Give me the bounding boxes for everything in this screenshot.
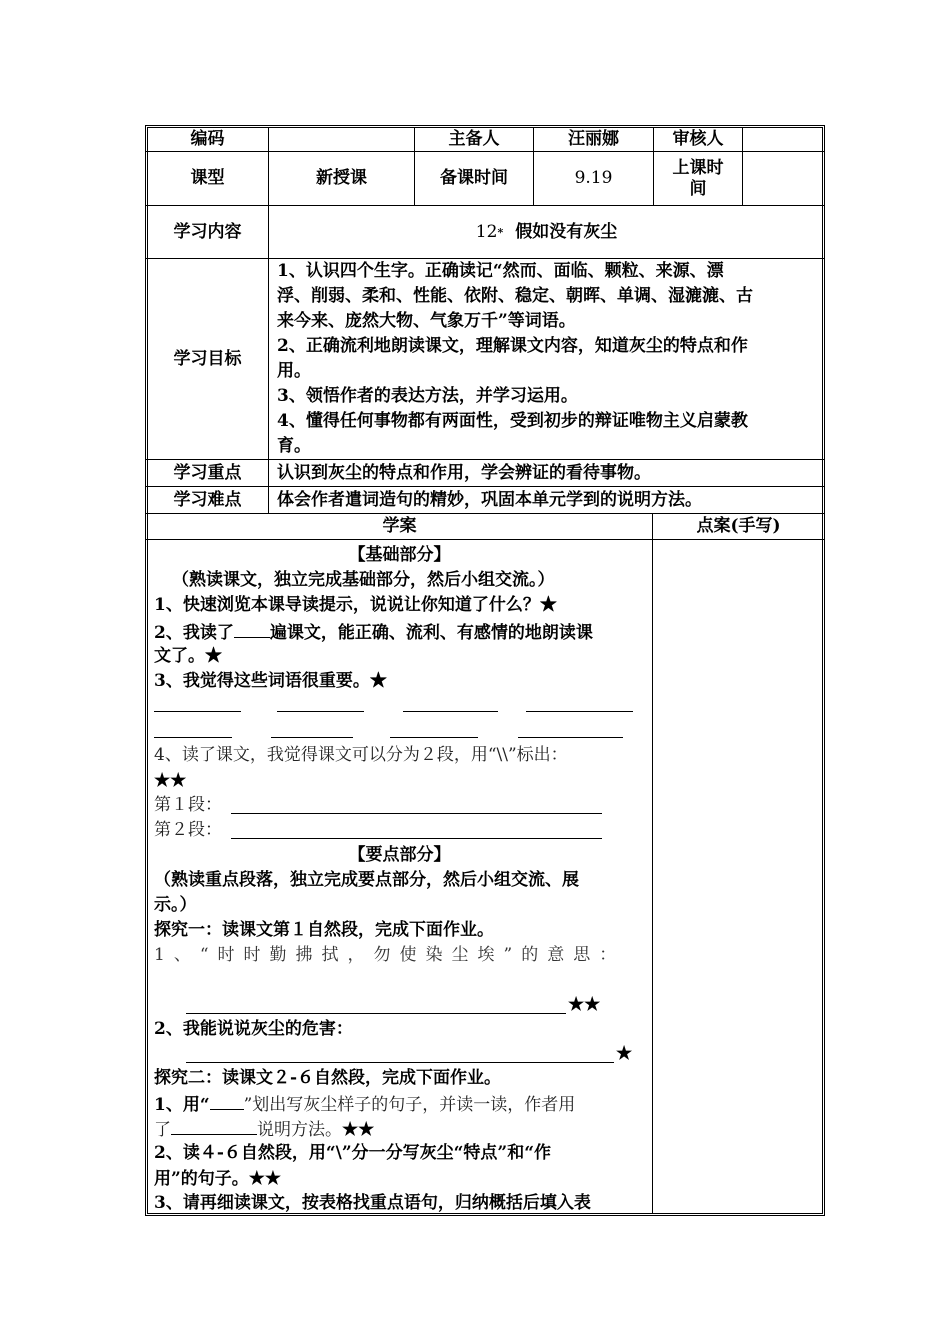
word-blank[interactable] — [518, 737, 623, 738]
goal-line: 3、领悟作者的表达方法，并学习运用。 — [277, 386, 578, 406]
explore2-q1-stars: ★★ — [342, 1119, 375, 1140]
explore2-q1-method: 说明方法。 — [257, 1120, 342, 1140]
word-blank[interactable] — [154, 737, 232, 738]
explore2-q2-end: 用”的句子。 — [154, 1169, 249, 1189]
explore2-q2-stars: ★★ — [248, 1168, 282, 1189]
word-blank[interactable] — [403, 711, 498, 712]
read-count-blank[interactable] — [234, 619, 270, 638]
basic-q1: 1、快速浏览本课导读提示，说说让你知道了什么？★ — [154, 595, 557, 615]
class-time-label-line1: 上课时 — [672, 157, 724, 178]
word-blank[interactable] — [277, 711, 364, 712]
goal-line: 1、认识四个生字。正确读记“然而、面临、颗粒、来源、漂 — [277, 261, 724, 281]
explore1-title: 探究一：读课文第１自然段，完成下面作业。 — [154, 920, 494, 940]
focus-text: 认识到灰尘的特点和作用，学会辨证的看待事物。 — [277, 463, 651, 483]
col-divider — [652, 513, 653, 1214]
paragraph2-label: 第２段： — [154, 820, 222, 840]
explore2-q1-prefix: 1、用“ — [154, 1095, 210, 1115]
basic-q2-rest: 遍课文，能正确、流利、有感情的地朗读课 — [269, 623, 593, 643]
basic-q2 — [154, 619, 593, 646]
code-value — [269, 127, 414, 151]
goal-line: 浮、削弱、柔和、性能、依附、稳定、朝晖、单调、湿漉漉、古 — [277, 286, 753, 306]
lesson-mark: * — [497, 225, 504, 239]
type-value: 新授课 — [316, 168, 367, 188]
content-label: 学习内容 — [173, 221, 242, 242]
row-divider — [146, 539, 824, 540]
explore1-q2: 2、我能说说灰尘的危害： — [154, 1019, 353, 1039]
goal-line: 4、懂得任何事物都有两面性，受到初步的辩证唯物主义启蒙教 — [277, 411, 748, 431]
class-time-value — [743, 152, 823, 205]
underline-mark-blank[interactable] — [210, 1091, 244, 1110]
basic-q2-prefix: 2、我读了 — [154, 623, 234, 643]
goal-line: 来今来、庞然大物、气象万千”等词语。 — [277, 311, 576, 331]
basic-q4: 4、读了课文，我觉得课文可以分为２段，用“\\”标出： — [154, 745, 568, 765]
word-blank[interactable] — [154, 711, 241, 712]
basic-intro: （熟读课文，独立完成基础部分，然后小组交流。） — [172, 570, 555, 590]
word-blank[interactable] — [526, 711, 633, 712]
goal-line: 2、正确流利地朗读课文，理解课文内容，知道灰尘的特点和作 — [277, 336, 748, 356]
prep-time-value: 9.19 — [574, 168, 613, 188]
paragraph1-blank[interactable] — [231, 813, 602, 814]
reviewer-name — [743, 127, 823, 151]
key-intro-line1: （熟读重点段落，独立完成要点部分，然后小组交流、展 — [154, 870, 579, 890]
paragraph2-blank[interactable] — [231, 838, 602, 839]
goal-line: 用。 — [277, 361, 311, 381]
code-label: 编码 — [190, 128, 225, 149]
key-heading: 【要点部分】 — [348, 844, 451, 865]
goals-label: 学习目标 — [173, 348, 242, 369]
explore1-q1-blank[interactable] — [186, 1013, 566, 1014]
explore2-q1 — [154, 1091, 575, 1118]
lesson-number: 12 — [475, 221, 498, 242]
explore2-q1-line2 — [154, 1116, 374, 1143]
word-blank[interactable] — [271, 737, 353, 738]
key-intro-line2: 示。） — [154, 895, 197, 915]
explore1-q1: 1、“时时勤拂拭，勿使染尘埃”的意思： — [154, 945, 626, 965]
lesson-title-cell — [269, 206, 824, 258]
preparer-name: 汪丽娜 — [568, 128, 619, 149]
class-time-label — [654, 152, 742, 205]
reviewer-label: 审核人 — [672, 128, 724, 149]
explore2-q1-rest: ”划出写灰尘样子的句子，并读一读，作者用 — [243, 1095, 576, 1115]
difficulty-text: 体会作者遣词造句的精妙，巩固本单元学到的说明方法。 — [277, 490, 702, 510]
type-label: 课型 — [190, 168, 225, 188]
difficulty-label: 学习难点 — [173, 489, 242, 510]
explore2-q2-line2 — [154, 1166, 281, 1192]
explore2-q2: 2、读４-６自然段，用“\”分一分写灰尘“特点”和“作 — [154, 1143, 551, 1163]
paragraph1-label: 第１段： — [154, 795, 222, 815]
basic-heading: 【基础部分】 — [348, 544, 451, 565]
explore2-title: 探究二：读课文２-６自然段，完成下面作业。 — [154, 1068, 502, 1088]
explore1-q2-blank[interactable] — [186, 1062, 614, 1063]
focus-label: 学习重点 — [173, 462, 242, 483]
prep-time-label: 备课时间 — [440, 168, 508, 188]
method-blank[interactable] — [171, 1116, 257, 1135]
explore1-q2-star: ★ — [616, 1043, 633, 1064]
lesson-title: 假如没有灰尘 — [515, 221, 618, 242]
basic-q3: 3、我觉得这些词语很重要。★ — [154, 671, 387, 691]
explore2-q1-le: 了 — [154, 1120, 171, 1140]
plan-column-header: 学案 — [382, 516, 417, 536]
preparer-label: 主备人 — [448, 128, 500, 149]
notes-column-header: 点案(手写) — [696, 516, 781, 536]
explore2-q3: 3、请再细读课文，按表格找重点语句，归纳概括后填入表 — [154, 1193, 591, 1213]
word-blank[interactable] — [390, 737, 478, 738]
explore1-q1-stars: ★★ — [568, 994, 601, 1015]
basic-q4-stars: ★★ — [154, 770, 187, 791]
class-time-label-line2: 间 — [689, 178, 707, 199]
goal-line: 育。 — [277, 436, 311, 456]
basic-q2-end: 文了。★ — [154, 646, 222, 666]
